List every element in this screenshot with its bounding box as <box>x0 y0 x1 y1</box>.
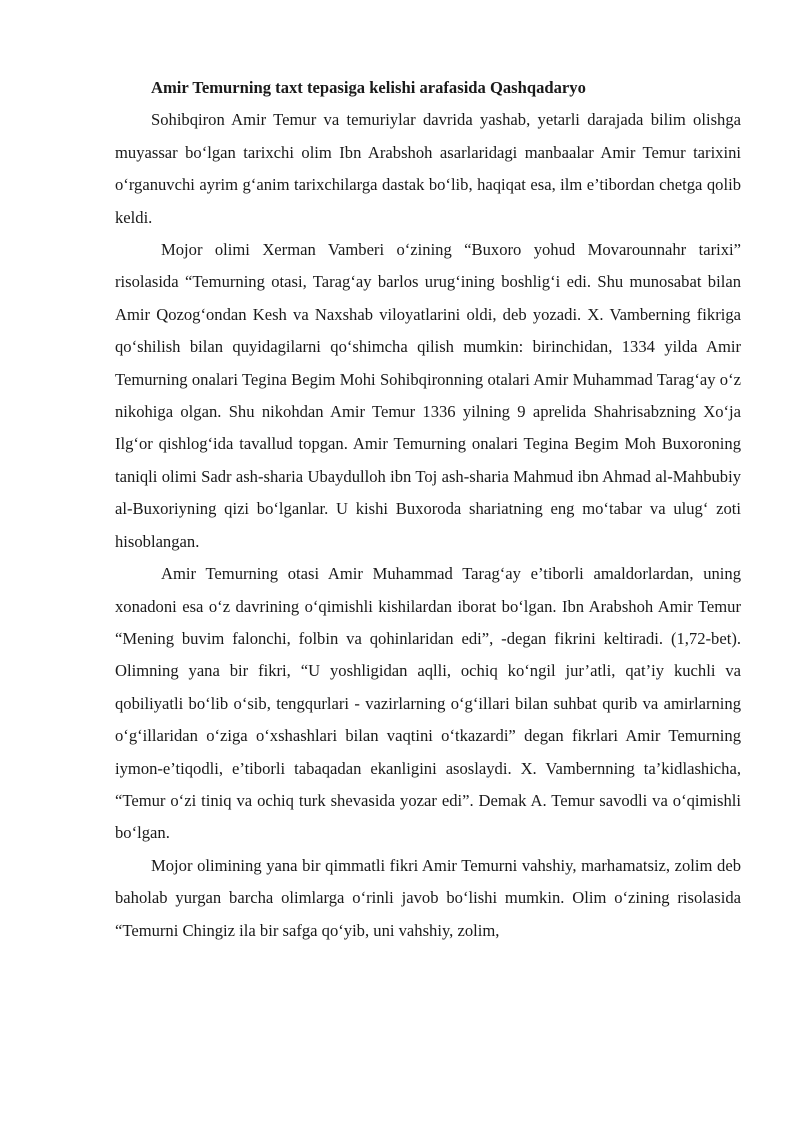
document-page <box>115 72 741 947</box>
paragraph-1: Sohibqiron Amir Temur va temuriylar davrida yashab, yetarli darajada bilim olishga muyassar bo‘lgan tarixchi olim Ibn Arabshoh asarlaridagi manbaalar Amir Temur tarixini o‘rganuvchi ayrim g‘anim tarixchilarga dastak bo‘lib, haqiqat esa, ilm e’tibordan chetga qolib keldi. <box>115 110 741 227</box>
paragraph-4: Mojor olimining yana bir qimmatli fikri Amir Temurni vahshiy, marhamatsiz, zolim deb baholab yurgan barcha olimlarga o‘rinli javob bo‘lishi mumkin. Olim o‘zining risolasida “Temurni Chingiz ila bir safga qo‘yib, uni vahshiy, zolim, <box>115 855 741 940</box>
paragraph-2: Mojor olimi Xerman Vamberi o‘zining “Buxoro yohud Movarounnahr tarixi” risolasida “Temurning otasi, Tarag‘ay barlos urug‘ining boshlig‘i edi. Shu munosabat bilan Amir Qozog‘ondan Kesh va Naxshab viloyatlarini oldi, deb yozadi. X. Vamberning fikriga qo‘shilish bilan quyidagilarni qo‘shimcha qilish mumkin: birinchidan, 1334 yilda Amir Temurning onalari Tegina Begim Mohi Sohibqironning otalari Amir Muhammad Tarag‘ay o‘z nikohiga olgan. Shu nikohdan Amir Temur 1336 yilning 9 aprelida Shahrisabzning Xo‘ja Ilg‘or qishlog‘ida tavallud topgan. Amir Temurning onalari Tegina Begim Moh Buxoroning taniqli olimi Sadr ash-sharia Ubaydulloh ibn Toj ash-sharia Mahmud ibn Ahmad al-Mahbubiy al-Buxoriyning qizi bo‘lganlar. U kishi Buxoroda shariatning eng mo‘tabar va ulug‘ zoti hisoblangan. <box>115 240 741 551</box>
document-title: Amir Temurning taxt tepasiga kelishi arafasida Qashqadaryo <box>151 78 586 97</box>
paragraph-3: Amir Temurning otasi Amir Muhammad Tarag‘ay e’tiborli amaldorlardan, uning xonadoni esa o‘z davrining o‘qimishli kishilardan iborat bo‘lgan. Ibn Arabshoh Amir Temur “Mening buvim falonchi, folbin va qohinlaridan edi”, -degan fikrini keltiradi. (1,72-bet). Olimning yana bir fikri, “U yoshligidan aqlli, ochiq ko‘ngil jur’atli, qat’iy kuchli va qobiliyatli bo‘lib o‘sib, tengqurlari - vazirlarning o‘g‘illari bilan suhbat qurib va amirlarning o‘g‘illaridan o‘ziga o‘xshashlari bilan vaqtini o‘tkazardi” degan fikrlari Amir Temurning iymon-e’tiqodli, e’tiborli tabaqadan ekanligini asoslaydi. X. Vambernning ta’kidlashicha, “Temur o‘zi tiniq va ochiq turk shevasida yozar edi”. Demak A. Temur savodli va o‘qimishli bo‘lgan. <box>115 564 741 843</box>
